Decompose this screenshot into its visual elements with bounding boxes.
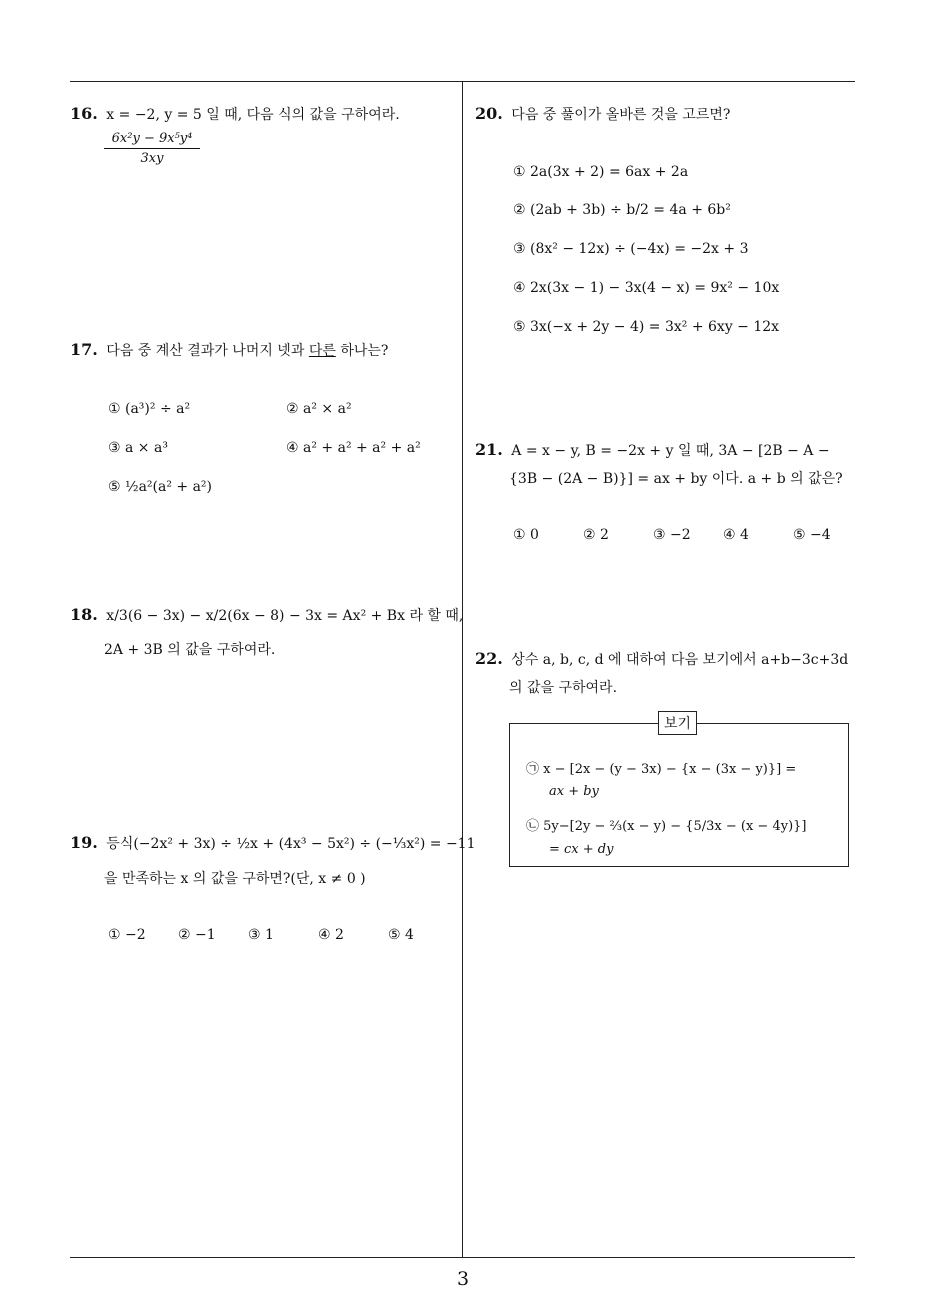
q19-option-3[interactable]: ③ 1: [248, 927, 274, 943]
q21-option-5[interactable]: ⑤ −4: [793, 527, 831, 543]
example-item-1: ㉠ x − [2x − (y − 3x) − {x − (3x − y)}] =: [526, 762, 797, 777]
question-21: [475, 440, 830, 460]
question-19: [70, 833, 476, 853]
q21-option-4[interactable]: ④ 4: [723, 527, 749, 543]
question-number: 20.: [475, 104, 503, 123]
example-box-title: 보기: [658, 711, 697, 735]
example-item-2: ㉡ 5y−[2y − ⅔(x − y) − {5/3x − (x − 4y)}]: [526, 819, 807, 834]
question-text-line-1: 등식(−2x² + 3x) ÷ ½x + (4x³ − 5x²) ÷ (−⅓x²) = −11: [106, 836, 476, 852]
q16-fraction: [104, 131, 200, 166]
q20-option-2[interactable]: ② (2ab + 3b) ÷ b/2 = 4a + 6b²: [513, 202, 731, 218]
question-text-underlined: 다른: [308, 343, 336, 359]
fraction-numerator: 6x²y − 9x⁵y⁴: [104, 131, 200, 149]
question-number: 22.: [475, 649, 503, 668]
q20-option-1[interactable]: ① 2a(3x + 2) = 6ax + 2a: [513, 164, 689, 180]
q17-option-4[interactable]: ④ a² + a² + a² + a²: [286, 440, 421, 456]
question-text: 하나는?: [340, 343, 389, 359]
q17-option-5[interactable]: ⑤ ½a²(a² + a²): [108, 479, 213, 495]
q17-option-2[interactable]: ② a² × a²: [286, 401, 352, 417]
column-divider: [462, 82, 463, 1258]
question-text-line-1: A = x − y, B = −2x + y 일 때, 3A − [2B − A −: [511, 443, 830, 459]
question-22: [475, 649, 848, 669]
question-text-line-2: {3B − (2A − B)}] = ax + by 이다. a + b 의 값은?: [509, 471, 843, 487]
q21-option-3[interactable]: ③ −2: [653, 527, 691, 543]
q21-option-2[interactable]: ② 2: [583, 527, 609, 543]
fraction-denominator: 3xy: [140, 151, 164, 166]
q20-option-5[interactable]: ⑤ 3x(−x + 2y − 4) = 3x² + 6xy − 12x: [513, 319, 780, 335]
bottom-rule: [70, 1257, 855, 1258]
q19-option-4[interactable]: ④ 2: [318, 927, 344, 943]
example-item-2-continued: = cx + dy: [549, 842, 614, 857]
question-text-line-2: 을 만족하는 x 의 값을 구하면?(단, x ≠ 0 ): [104, 871, 366, 887]
q17-option-1[interactable]: ① (a³)² ÷ a²: [108, 401, 191, 417]
question-16: [70, 104, 400, 124]
question-20: [475, 104, 730, 124]
question-text-line-1: 상수 a, b, c, d 에 대하여 다음 보기에서 a+b−3c+3d: [511, 652, 849, 668]
q19-option-2[interactable]: ② −1: [178, 927, 216, 943]
question-text-line-1: x/3(6 − 3x) − x/2(6x − 8) − 3x = Ax² + Bx 라 할 때,: [106, 608, 464, 624]
question-number: 21.: [475, 440, 503, 459]
question-18: [70, 605, 463, 625]
question-number: 18.: [70, 605, 98, 624]
question-text: 다음 중 풀이가 올바른 것을 고르면?: [511, 107, 731, 123]
question-number: 17.: [70, 340, 98, 359]
question-text-line-2: 의 값을 구하여라.: [509, 680, 618, 696]
question-number: 16.: [70, 104, 98, 123]
q20-option-3[interactable]: ③ (8x² − 12x) ÷ (−4x) = −2x + 3: [513, 241, 749, 257]
q19-option-5[interactable]: ⑤ 4: [388, 927, 414, 943]
question-number: 19.: [70, 833, 98, 852]
page-number: 3: [456, 1268, 470, 1290]
q17-option-3[interactable]: ③ a × a³: [108, 440, 168, 456]
q20-option-4[interactable]: ④ 2x(3x − 1) − 3x(4 − x) = 9x² − 10x: [513, 280, 780, 296]
question-17: [70, 340, 388, 360]
question-text: 다음 중 계산 결과가 나머지 넷과: [106, 343, 305, 359]
question-text: x = −2, y = 5 일 때, 다음 식의 값을 구하여라.: [106, 107, 400, 123]
q21-option-1[interactable]: ① 0: [513, 527, 539, 543]
q19-option-1[interactable]: ① −2: [108, 927, 146, 943]
question-text-line-2: 2A + 3B 의 값을 구하여라.: [104, 642, 276, 658]
example-item-1-continued: ax + by: [549, 784, 599, 799]
